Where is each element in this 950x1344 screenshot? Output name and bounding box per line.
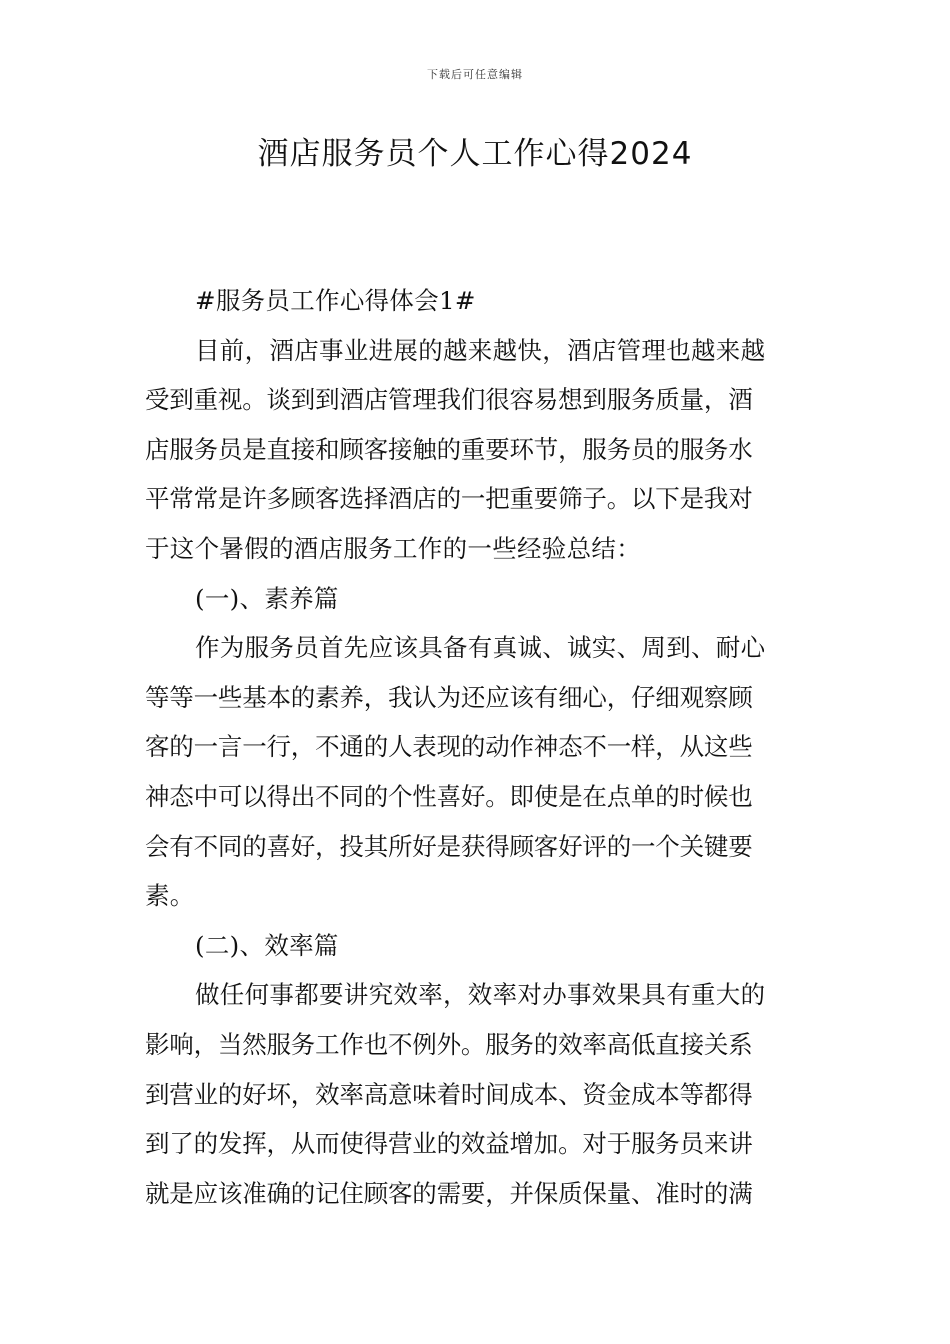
paragraph-line: 神态中可以得出不同的个性喜好。即使是在点单的时候也 — [145, 781, 753, 811]
paragraph-line: 于这个暑假的酒店服务工作的一些经验总结： — [145, 533, 641, 563]
paragraph-line: 平常常是许多顾客选择酒店的一把重要筛子。以下是我对 — [145, 484, 753, 514]
paragraph-line: 等等一些基本的素养，我认为还应该有细心，仔细观察顾 — [145, 682, 753, 712]
subsection-heading-1: (一)、素养篇 — [195, 583, 339, 613]
paragraph-line: 会有不同的喜好，投其所好是获得顾客好评的一个关键要 — [145, 831, 753, 861]
section-heading-1: #服务员工作心得体会1# — [195, 286, 476, 315]
paragraph-line: 客的一言一行，不通的人表现的动作神态不一样，从这些 — [145, 732, 753, 762]
paragraph-line: 目前，酒店事业进展的越来越快，酒店管理也越来越 — [195, 335, 766, 365]
paragraph-line: 到了的发挥，从而使得营业的效益增加。对于服务员来讲 — [145, 1129, 753, 1159]
paragraph-line: 素。 — [145, 881, 195, 911]
document-body — [145, 276, 807, 1218]
subsection-heading-2: (二)、效率篇 — [195, 930, 339, 960]
header-note: 下载后可任意编辑 — [427, 68, 523, 81]
paragraph-line: 作为服务员首先应该具备有真诚、诚实、周到、耐心 — [195, 633, 766, 663]
paragraph-line: 到营业的好坏，效率高意味着时间成本、资金成本等都得 — [145, 1079, 753, 1109]
document-title: 酒店服务员个人工作心得2024 — [257, 136, 693, 172]
paragraph-line: 影响，当然服务工作也不例外。服务的效率高低直接关系 — [145, 1029, 753, 1059]
paragraph-line: 受到重视。谈到到酒店管理我们很容易想到服务质量，酒 — [145, 385, 753, 415]
paragraph-line: 店服务员是直接和顾客接触的重要环节，服务员的服务水 — [145, 434, 753, 464]
paragraph-line: 做任何事都要讲究效率，效率对办事效果具有重大的 — [195, 980, 766, 1010]
paragraph-line: 就是应该准确的记住顾客的需要，并保质保量、准时的满 — [145, 1178, 753, 1208]
